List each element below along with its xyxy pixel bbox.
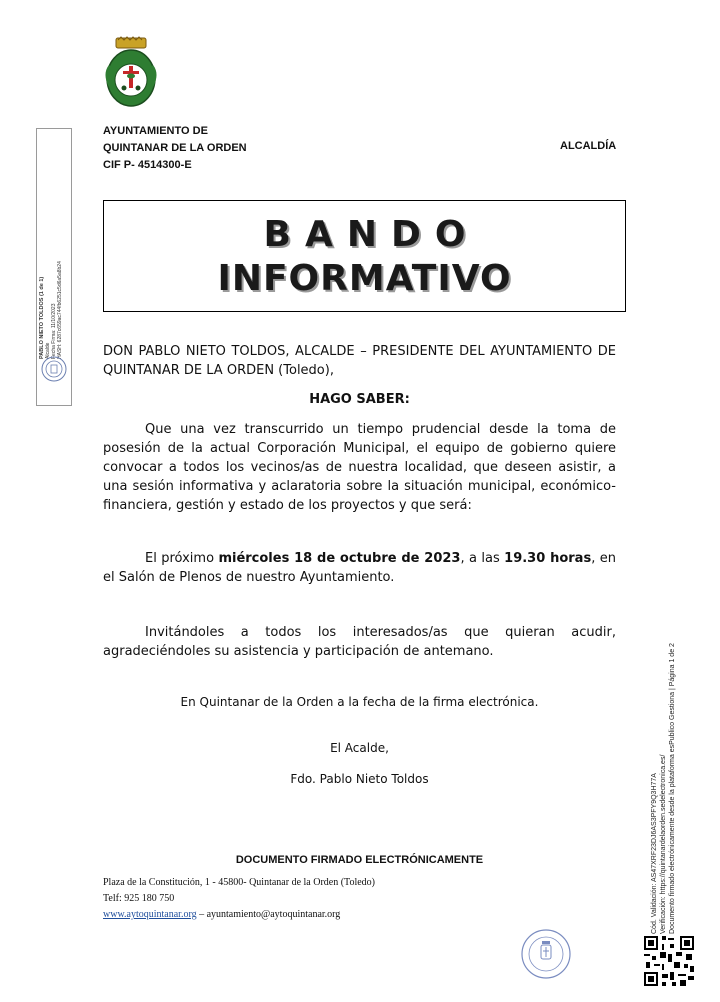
title-line-2: INFORMATIVO — [217, 258, 512, 299]
validation-note — [650, 614, 677, 934]
website-link[interactable]: www.aytoquintanar.org — [103, 909, 197, 920]
title-box — [103, 200, 626, 312]
event-time: 19.30 horas — [504, 551, 592, 566]
footer-phone: Telf: 925 180 750 — [103, 893, 175, 904]
institution-header — [103, 123, 247, 174]
side-signer: PABLO NIETO TOLDOS (1 de 1) — [39, 276, 45, 359]
paragraph-date-time — [103, 549, 616, 587]
paragraph-invitation: Invitándoles a todos los interesados/as que quieran acudir, agradeciéndoles su asistencia y participación de antemano. — [103, 625, 616, 659]
footer-address: Plaza de la Constitución, 1 - 45800- Quintanar de la Orden (Toledo) — [103, 877, 376, 888]
header-cif: CIF P- 4514300-E — [103, 159, 192, 171]
header-line-2: QUINTANAR DE LA ORDEN — [103, 142, 247, 154]
signoff-line: El Acalde, — [330, 741, 389, 755]
intro-paragraph: DON PABLO NIETO TOLDOS, ALCALDE – PRESIDENTE DEL AYUNTAMIENTO DE QUINTANAR DE LA ORDEN (Toledo), — [103, 344, 616, 378]
validation-url: Verificación: https://quintanardelaorden.sedelectronica.es/ — [660, 754, 667, 934]
event-date: miércoles 18 de octubre de 2023 — [218, 551, 461, 566]
side-hash: HASH: 6287c659ac744fb6251c5d6a5a8b24 — [57, 261, 63, 359]
validation-platform: Documento firmado electrónicamente desde la plataforma esPublico Gestiona | Página 1 de 2 — [669, 643, 676, 934]
footer-contact — [103, 875, 375, 923]
paragraph-announcement: Que una vez transcurrido un tiempo prudencial desde la toma de posesión de la actual Corporación Municipal, el equipo de gobierno quiere convocar a todos los vecinos/as de nuestra localidad, que deseen asistir, a una sesión informativa y aclaratoria sobre la situación municipal, económico-financiera, gestión y estado de los proyectos y que será: — [103, 422, 616, 513]
municipal-crest-icon — [102, 36, 160, 110]
hago-saber-heading: HAGO SABER: — [309, 392, 410, 407]
side-signature-text — [39, 129, 63, 359]
p2-part1: El próximo — [145, 551, 219, 566]
email-address: ayuntamiento@aytoquintanar.org — [206, 909, 341, 920]
closing-line: En Quintanar de la Orden a la fecha de la firma electrónica. — [180, 695, 539, 709]
title-line-1: BANDO — [263, 214, 480, 255]
footer-separator: – — [196, 909, 207, 920]
qr-code-icon — [642, 934, 696, 988]
validation-code: Cód. Validación: AS47XRF23DJ6AS3PFY9Q3H77A — [651, 773, 658, 934]
department-label: ALCALDÍA — [560, 140, 617, 152]
footer-links — [103, 907, 375, 923]
electronic-signature-notice: DOCUMENTO FIRMADO ELECTRÓNICAMENTE — [235, 854, 484, 866]
signature-line: Fdo. Pablo Nieto Toldos — [290, 772, 429, 786]
side-date: Fecha Firma: 11/10/2023 — [51, 303, 57, 359]
p2-part2: , a las — [460, 551, 505, 566]
side-signature-box — [36, 128, 72, 406]
p2-part3: , en el Salón de Plenos de nuestro Ayuntamiento. — [103, 551, 616, 585]
signature-seal-icon — [40, 355, 68, 383]
side-role: Alcalde — [45, 342, 51, 359]
municipal-seal-icon — [520, 928, 572, 980]
header-line-1: AYUNTAMIENTO DE — [103, 125, 208, 137]
